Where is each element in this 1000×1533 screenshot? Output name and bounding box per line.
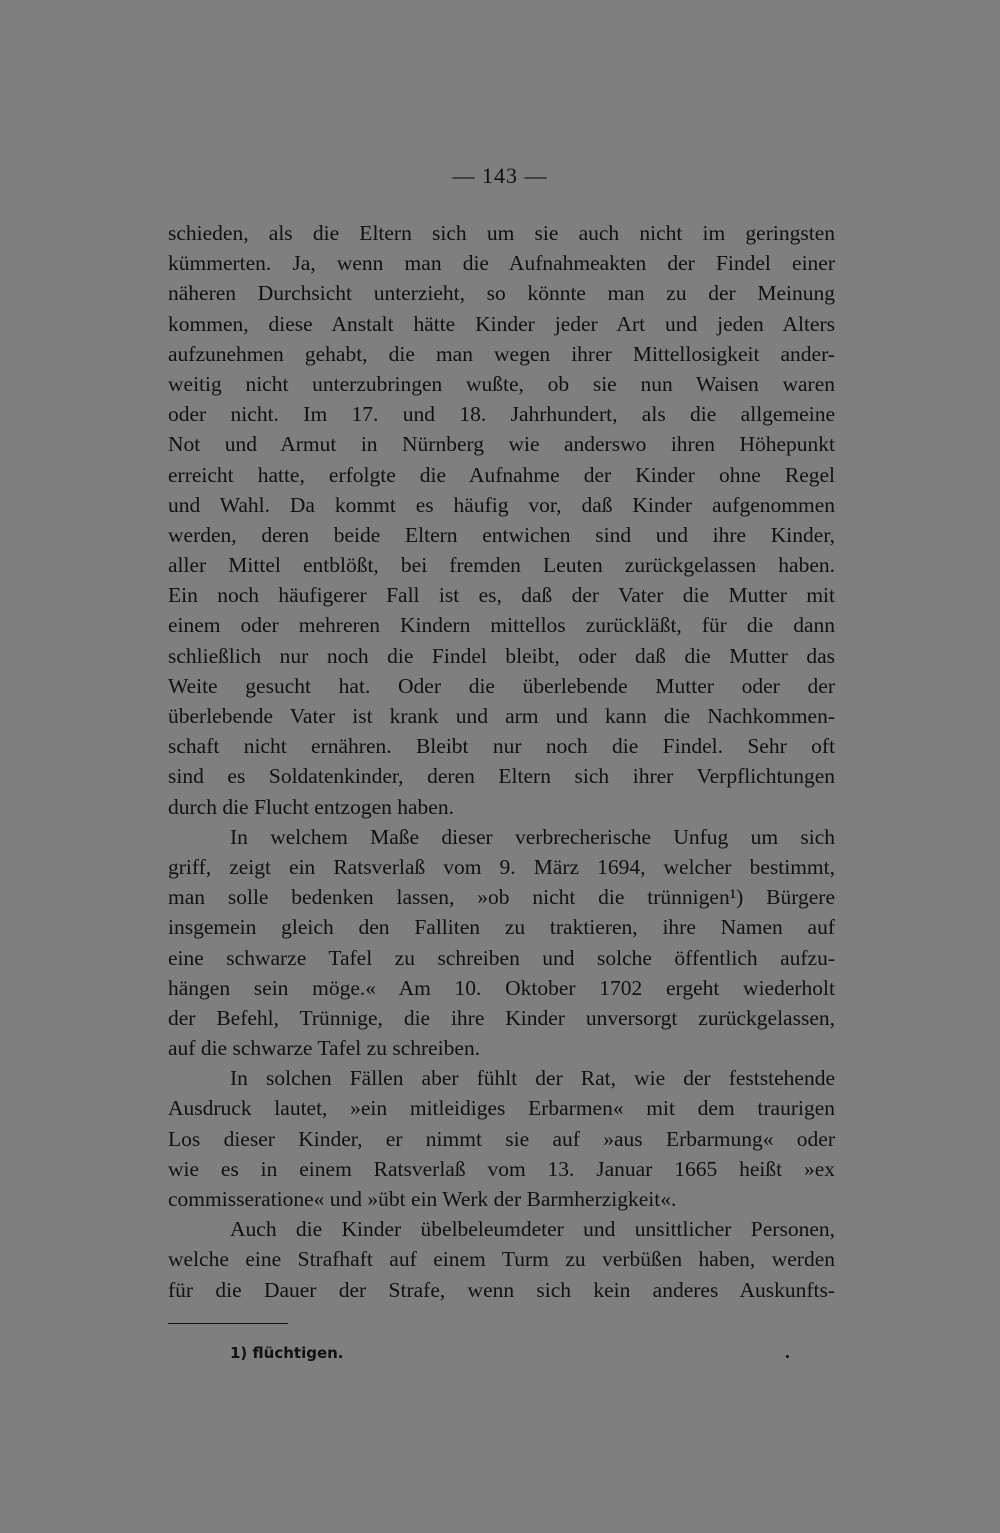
page-number: — 143 —: [452, 163, 548, 188]
text-line: Auch die Kinder übelbeleumdeter und unsittlicher Personen,: [230, 1217, 835, 1242]
text-line: Ausdruck lautet, »ein mitleidiges Erbarmen« mit dem traurigen: [168, 1096, 835, 1121]
text-line: Weite gesucht hat. Oder die überlebende Mutter oder der: [168, 673, 835, 698]
text-line: für die Dauer der Strafe, wenn sich kein anderes Auskunfts-: [168, 1277, 835, 1302]
text-line: auf die schwarze Tafel zu schreiben.: [168, 1036, 481, 1061]
text-line: Not und Armut in Nürnberg wie anderswo ihren Höhepunkt: [168, 432, 835, 457]
text-line: schaft nicht ernähren. Bleibt nur noch die Findel. Sehr oft: [168, 734, 835, 759]
text-line: überlebende Vater ist krank und arm und kann die Nachkommen-: [168, 704, 835, 728]
text-line: eine schwarze Tafel zu schreiben und solche öffentlich aufzu-: [168, 945, 835, 970]
footnote: [230, 1341, 344, 1365]
text-line: In solchen Fällen aber fühlt der Rat, wie der feststehende: [230, 1066, 835, 1091]
text-line: werden, deren beide Eltern entwichen sind und ihre Kinder,: [168, 522, 835, 547]
text-line: weitig nicht unterzubringen wußte, ob sie nun Waisen waren: [168, 371, 835, 396]
text-line: näheren Durchsicht unterzieht, so könnte man zu der Meinung: [168, 281, 835, 306]
text-line: einem oder mehreren Kindern mittellos zurückläßt, für die dann: [168, 613, 835, 638]
text-line: commisseratione« und »übt ein Werk der Barmherzigkeit«.: [168, 1187, 677, 1211]
text-line: wie es in einem Ratsverlaß vom 13. Januar 1665 heißt »ex: [168, 1156, 835, 1181]
footnote-divider: [168, 1323, 288, 1324]
text-line: schließlich nur noch die Findel bleibt, oder daß die Mutter das: [168, 643, 835, 668]
text-line: In welchem Maße dieser verbrecherische Unfug um sich: [230, 824, 835, 849]
text-line: hängen sein möge.« Am 10. Oktober 1702 ergeht wiederholt: [168, 975, 835, 1000]
text-line: welche eine Strafhaft auf einem Turm zu verbüßen haben, werden: [168, 1247, 835, 1272]
text-line: Los dieser Kinder, er nimmt sie auf »aus Erbarmung« oder: [168, 1126, 835, 1151]
footnote-marker: 1): [230, 1344, 248, 1362]
text-line: kümmerten. Ja, wenn man die Aufnahmeakten der Findel einer: [168, 251, 835, 276]
text-line: erreicht hatte, erfolgte die Aufnahme der Kinder ohne Regel: [168, 462, 835, 487]
text-line: kommen, diese Anstalt hätte Kinder jeder Art und jeden Alters: [168, 311, 835, 336]
text-line: schieden, als die Eltern sich um sie auch nicht im geringsten: [168, 221, 835, 245]
body-text: [168, 218, 835, 1305]
text-line: der Befehl, Trünnige, die ihre Kinder unversorgt zurückgelassen,: [168, 1005, 835, 1030]
text-line: man solle bedenken lassen, »ob nicht die trünnigen¹) Bürgere: [168, 885, 835, 910]
footnote-text: flüchtigen.: [252, 1344, 344, 1362]
text-line: aufzunehmen gehabt, die man wegen ihrer Mittellosigkeit ander-: [168, 341, 835, 366]
text-line: durch die Flucht entzogen haben.: [168, 794, 454, 819]
text-line: sind es Soldatenkinder, deren Eltern sich ihrer Verpflichtungen: [168, 764, 835, 789]
text-line: und Wahl. Da kommt es häufig vor, daß Kinder aufgenommen: [168, 492, 835, 517]
stray-dot: [786, 1355, 789, 1358]
text-line: insgemein gleich den Falliten zu traktieren, ihre Namen auf: [168, 915, 835, 940]
text-line: oder nicht. Im 17. und 18. Jahrhundert, als die allgemeine: [168, 402, 835, 427]
text-line: aller Mittel entblößt, bei fremden Leuten zurückgelassen haben.: [168, 553, 835, 578]
text-line: Ein noch häufigerer Fall ist es, daß der Vater die Mutter mit: [168, 583, 835, 608]
text-line: griff, zeigt ein Ratsverlaß vom 9. März 1694, welcher bestimmt,: [168, 854, 835, 879]
